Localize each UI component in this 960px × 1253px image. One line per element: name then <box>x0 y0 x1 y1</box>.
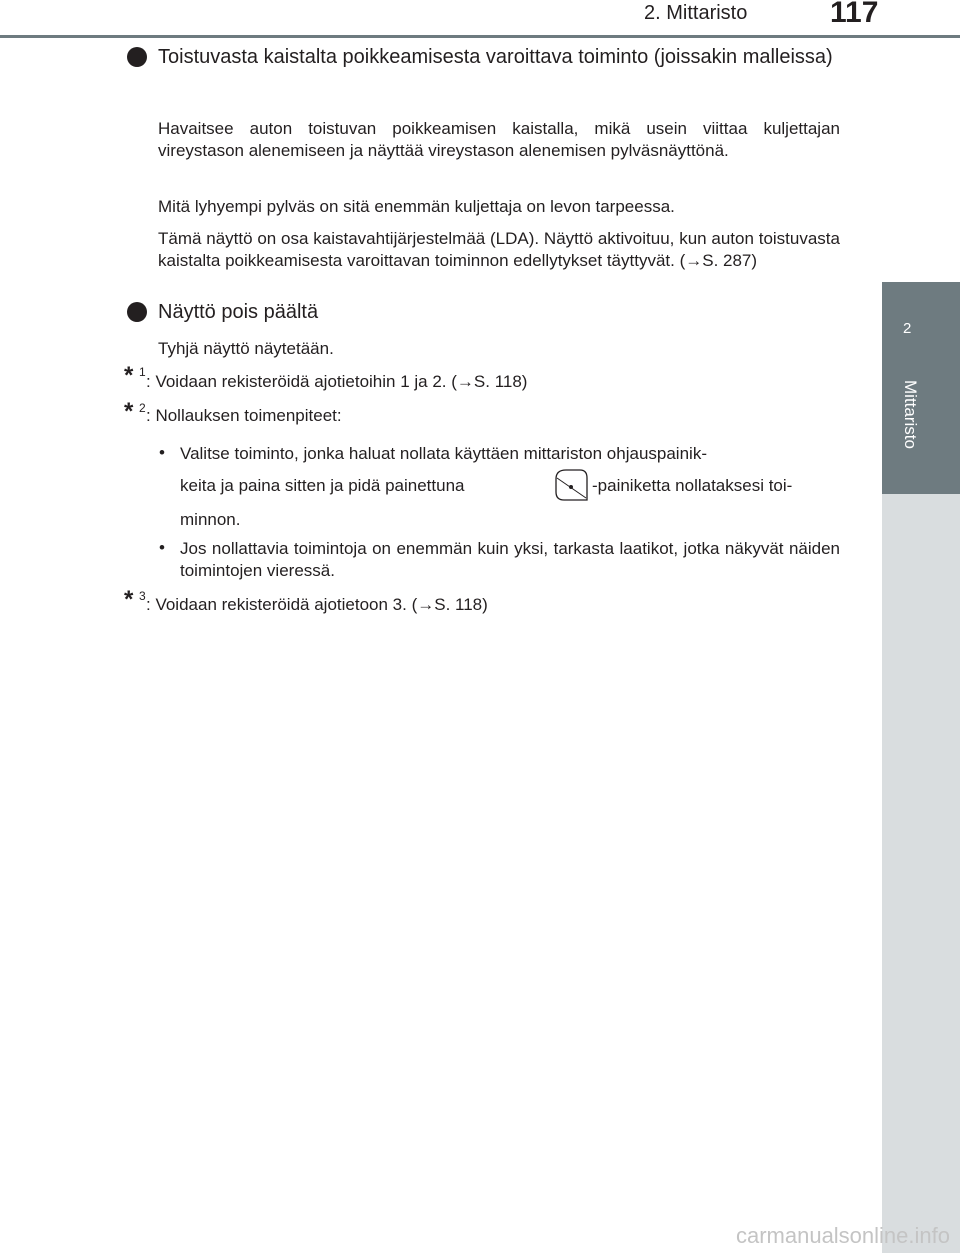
footnote-star: * <box>124 362 134 389</box>
item1-paragraph-1: Havaitsee auton toistuvan poikkeamisen kaistalla, mikä usein viittaa kuljettajan vireystason alenemiseen ja näyttää vireystason alenemisen pylväsnäyttönä. <box>158 119 840 160</box>
footnote-marker: 3 <box>139 589 146 603</box>
bullet-icon <box>127 302 147 322</box>
footnote-star: * <box>124 586 134 613</box>
side-tab-number: 2 <box>903 320 912 337</box>
side-tab <box>882 282 960 494</box>
header-section-title: 2. Mittaristo <box>644 2 748 24</box>
item1-heading: Toistuvasta kaistalta poikkeamisesta varoittava toiminto (joissakin malleissa) <box>158 46 833 68</box>
item1-paragraph-2: Mitä lyhyempi pylväs on sitä enemmän kuljettaja on levon tarpeessa. <box>158 197 675 216</box>
footnote-2-item-2: Jos nollattavia toimintoja on enemmän kuin yksi, tarkasta laatikot, jotka näkyvät näiden toimintojen vieressä. <box>180 539 840 580</box>
item2-heading: Näyttö pois päältä <box>158 301 319 323</box>
footnote-2-item-1-line-2a: keita ja paina sitten ja pidä painettuna <box>180 476 465 495</box>
footnote-2-item-1-line-3: minnon. <box>180 510 241 529</box>
header-rule <box>0 35 960 38</box>
item2-paragraph: Tyhjä näyttö näytetään. <box>158 339 334 358</box>
watermark: carmanualsonline.info <box>735 1223 950 1248</box>
footnote-2-item-1-line-2b: -painiketta nollataksesi toi- <box>592 476 793 495</box>
footnote-marker: 2 <box>139 401 146 415</box>
list-bullet: • <box>159 443 165 462</box>
footnote-marker: 1 <box>139 365 146 379</box>
item1-paragraph-3: Tämä näyttö on osa kaistavahtijärjestelmää (LDA). Näyttö aktivoituu, kun auton toistuvasta kaistalta poikkeamisesta varoittavan toiminnon edellytykset täyttyvät. (→S. 287) <box>158 229 840 270</box>
footnote-star: * <box>124 398 134 425</box>
ok-button-icon <box>552 466 590 504</box>
side-tab-label: Mittaristo <box>901 380 920 449</box>
side-bar <box>882 494 960 1253</box>
bullet-icon <box>127 47 147 67</box>
list-bullet: • <box>159 538 165 557</box>
page-number: 117 <box>830 0 879 29</box>
footnote-3-text: : Voidaan rekisteröidä ajotietoon 3. (→S. 118) <box>146 595 488 614</box>
footnote-2-item-1-line-1: Valitse toiminto, jonka haluat nollata käyttäen mittariston ohjauspainik- <box>180 444 707 463</box>
footnote-2-text: : Nollauksen toimenpiteet: <box>146 406 342 425</box>
footnote-1-text: : Voidaan rekisteröidä ajotietoihin 1 ja 2. (→S. 118) <box>146 372 528 391</box>
